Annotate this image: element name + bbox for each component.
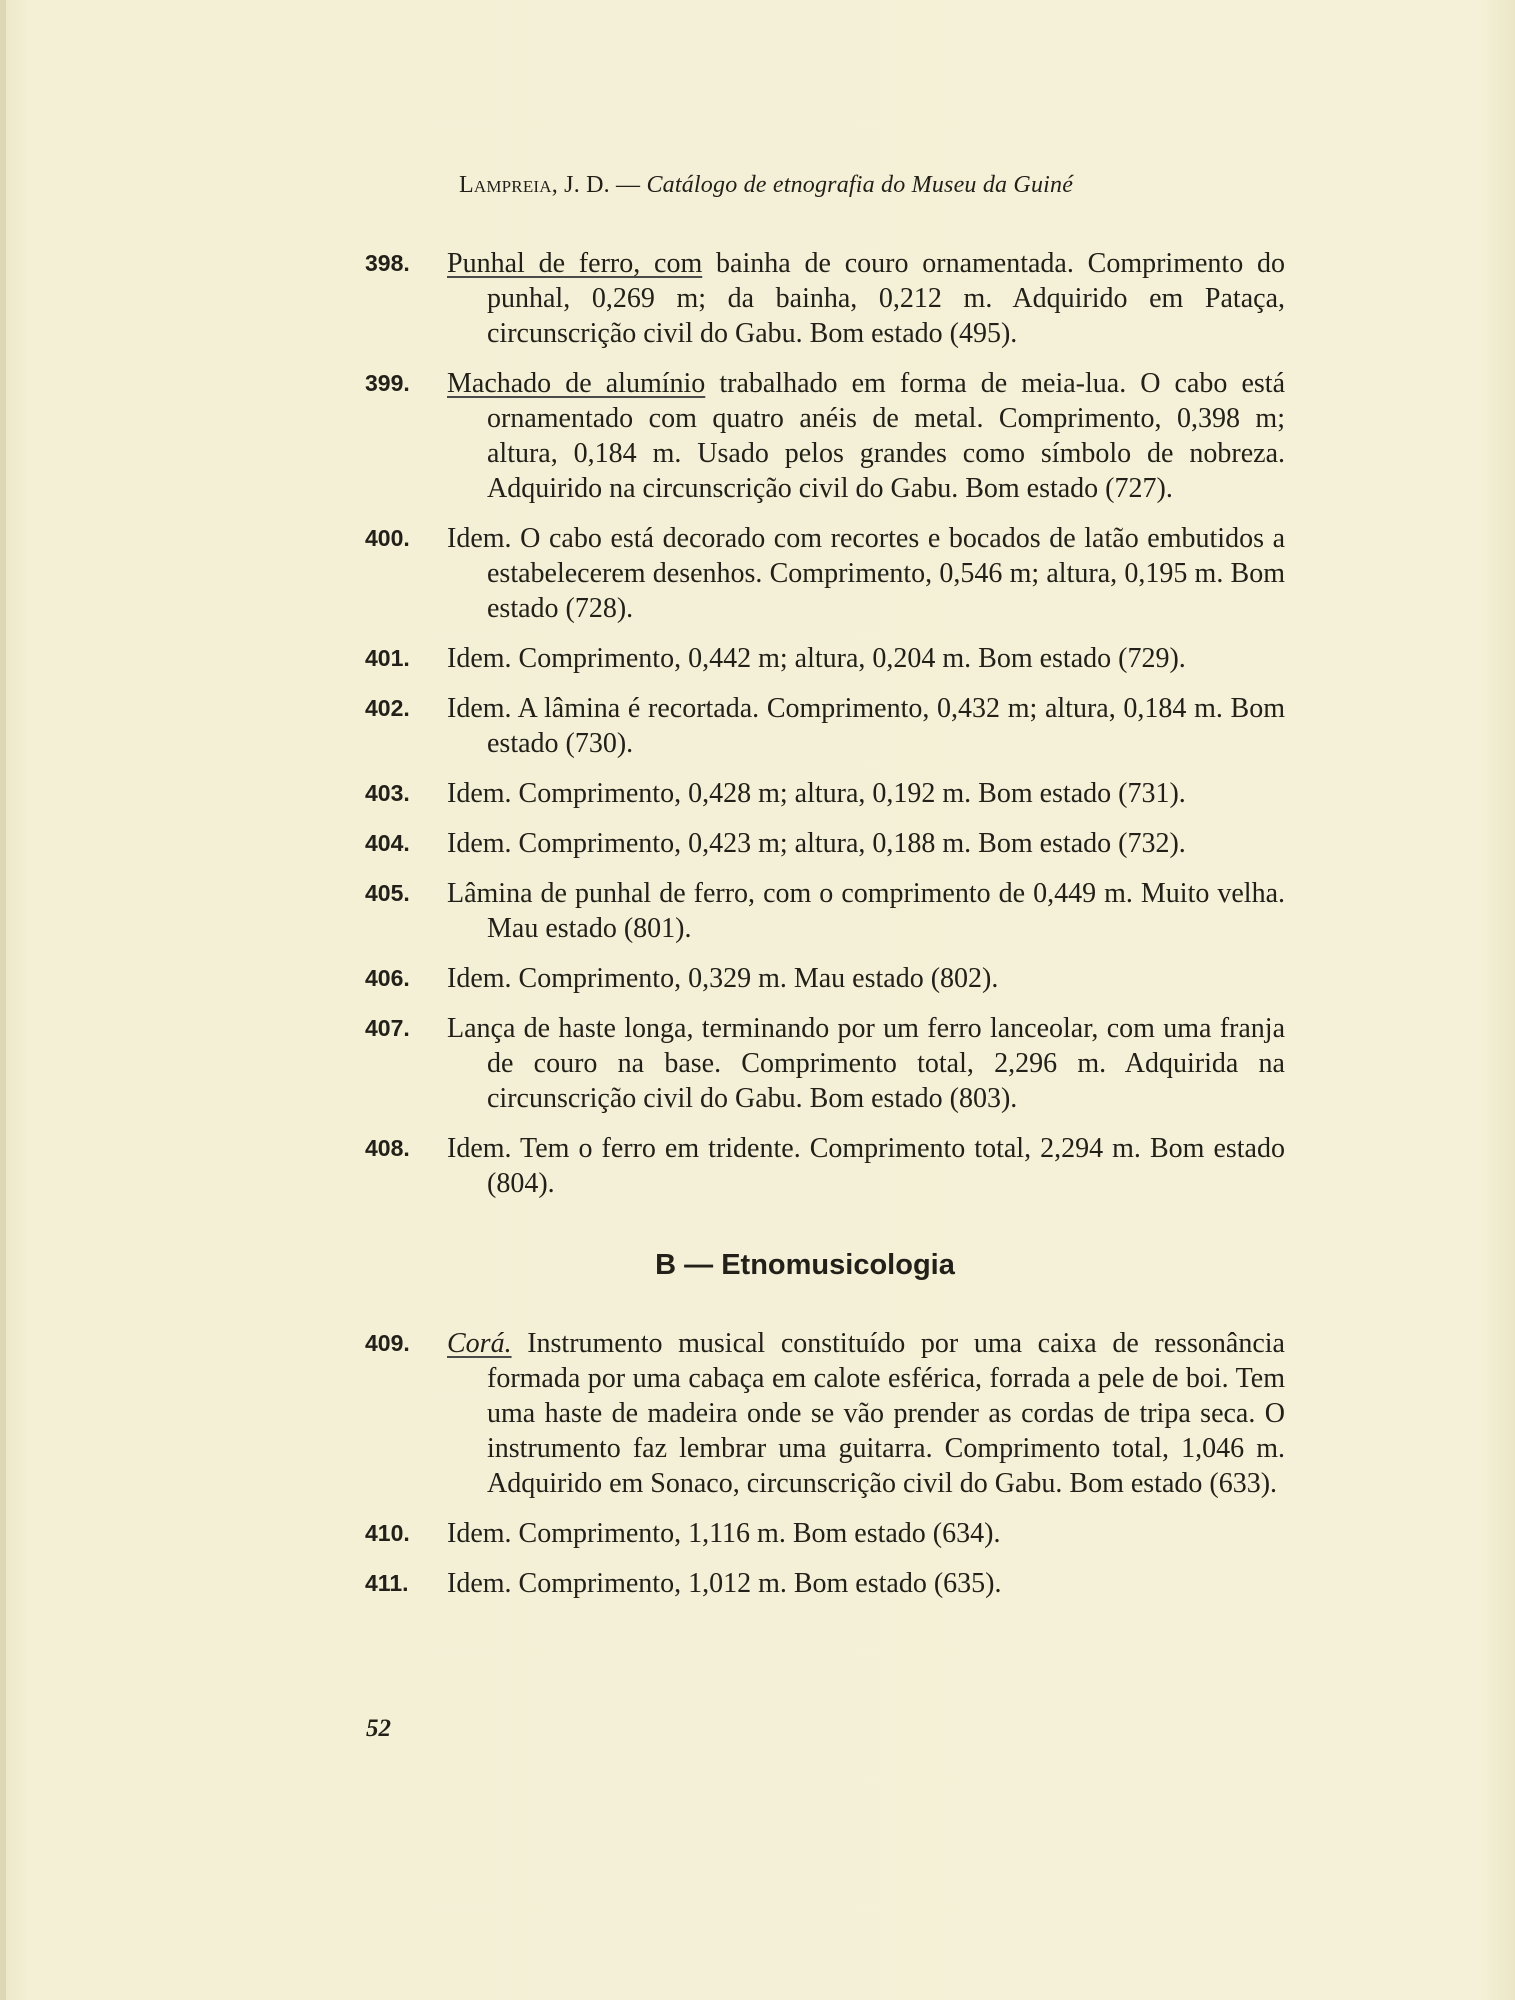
catalogue-entry — [365, 1516, 1285, 1551]
entry-text: Idem. Tem o ferro em tridente. Comprimento total, 2,294 m. Bom estado (804). — [447, 1133, 1285, 1199]
entry-number: 409. — [365, 1330, 410, 1356]
page-edge — [0, 0, 6, 2000]
entry-text: Idem. Comprimento, 0,423 m; altura, 0,188 m. Bom estado (732). — [447, 828, 1186, 859]
entry-body: bainha de couro ornamentada. Comprimento do punhal, 0,269 m; da bainha, 0,212 m. Adquirido em Pataça, circunscrição civil do Gabu. Bom estado (495). — [487, 248, 1285, 349]
entry-number: 408. — [365, 1135, 410, 1161]
entry-number: 410. — [365, 1520, 410, 1546]
entry-text: Idem. Comprimento, 1,012 m. Bom estado (635). — [447, 1568, 1002, 1599]
entry-number: 403. — [365, 780, 410, 806]
entry-text: Lâmina de punhal de ferro, com o comprimento de 0,449 m. Muito velha. Mau estado (801). — [447, 878, 1285, 944]
entry-number: 401. — [365, 645, 410, 671]
catalogue-entry — [365, 641, 1285, 676]
catalogue-entry — [365, 1011, 1285, 1116]
entry-number: 404. — [365, 830, 410, 856]
running-head-author: Lampreia, J. D. — [459, 172, 610, 198]
entry-text: Idem. Comprimento, 0,428 m; altura, 0,192 m. Bom estado (731). — [447, 778, 1186, 809]
entry-lead: Punhal de ferro, com — [447, 248, 703, 279]
entry-number: 399. — [365, 370, 410, 396]
catalogue-entry — [365, 876, 1285, 946]
catalogue-entry — [365, 366, 1285, 506]
running-head-title: Catálogo de etnografia do Museu da Guiné — [646, 172, 1074, 198]
entry-text: Idem. Comprimento, 0,329 m. Mau estado (802). — [447, 963, 999, 994]
catalogue-entry — [365, 1131, 1285, 1201]
page-number: 52 — [366, 1715, 391, 1742]
catalogue-entries — [365, 246, 1285, 1616]
catalogue-entry — [365, 691, 1285, 761]
entry-body: Instrumento musical constituído por uma caixa de ressonância formada por uma cabaça em calote esférica, forrada a pele de boi. Tem uma haste de madeira onde se vão prender as cordas de tripa seca. O instrumento faz lembrar uma guitarra. Comprimento total, 1,046 m. Adquirido em Sonaco, circunscrição civil do Gabu. Bom estado (633). — [487, 1328, 1285, 1499]
running-head — [459, 172, 1259, 199]
entry-number: 405. — [365, 880, 410, 906]
entry-text: Idem. A lâmina é recortada. Comprimento, 0,432 m; altura, 0,184 m. Bom estado (730). — [447, 693, 1285, 759]
entry-number: 398. — [365, 250, 410, 276]
entry-text: Lança de haste longa, terminando por um ferro lanceolar, com uma franja de couro na base. Comprimento total, 2,296 m. Adquirida na circunscrição civil do Gabu. Bom estado (803). — [447, 1013, 1285, 1114]
entry-number: 402. — [365, 695, 410, 721]
entry-text — [447, 366, 1285, 506]
running-head-separator: — — [609, 172, 647, 198]
catalogue-entry — [365, 246, 1285, 351]
entry-lead: Machado de alumínio — [447, 368, 706, 399]
entry-number: 407. — [365, 1015, 410, 1041]
catalogue-entry — [365, 776, 1285, 811]
entry-text: Idem. Comprimento, 0,442 m; altura, 0,204 m. Bom estado (729). — [447, 643, 1186, 674]
entry-number: 400. — [365, 525, 410, 551]
section-heading: B — Etnomusicologia — [655, 1249, 955, 1281]
catalogue-entry — [365, 1326, 1285, 1501]
catalogue-entry — [365, 1566, 1285, 1601]
entry-lead: Corá. — [447, 1328, 512, 1359]
entry-text — [447, 246, 1285, 351]
entry-text — [447, 1326, 1285, 1501]
entry-text: Idem. Comprimento, 1,116 m. Bom estado (634). — [447, 1518, 1001, 1549]
entry-number: 411. — [365, 1570, 409, 1596]
catalogue-entry — [365, 826, 1285, 861]
entry-body: trabalhado em forma de meia-lua. O cabo está ornamentado com quatro anéis de metal. Comprimento, 0,398 m; altura, 0,184 m. Usado pelos grandes como símbolo de nobreza. Adquirido na circunscrição civil do Gabu. Bom estado (727). — [487, 368, 1285, 504]
entry-number: 406. — [365, 965, 410, 991]
catalogue-entry — [365, 961, 1285, 996]
catalogue-entry — [365, 521, 1285, 626]
entry-text: Idem. O cabo está decorado com recortes e bocados de latão embutidos a estabelecerem desenhos. Comprimento, 0,546 m; altura, 0,195 m. Bom estado (728). — [447, 523, 1285, 624]
